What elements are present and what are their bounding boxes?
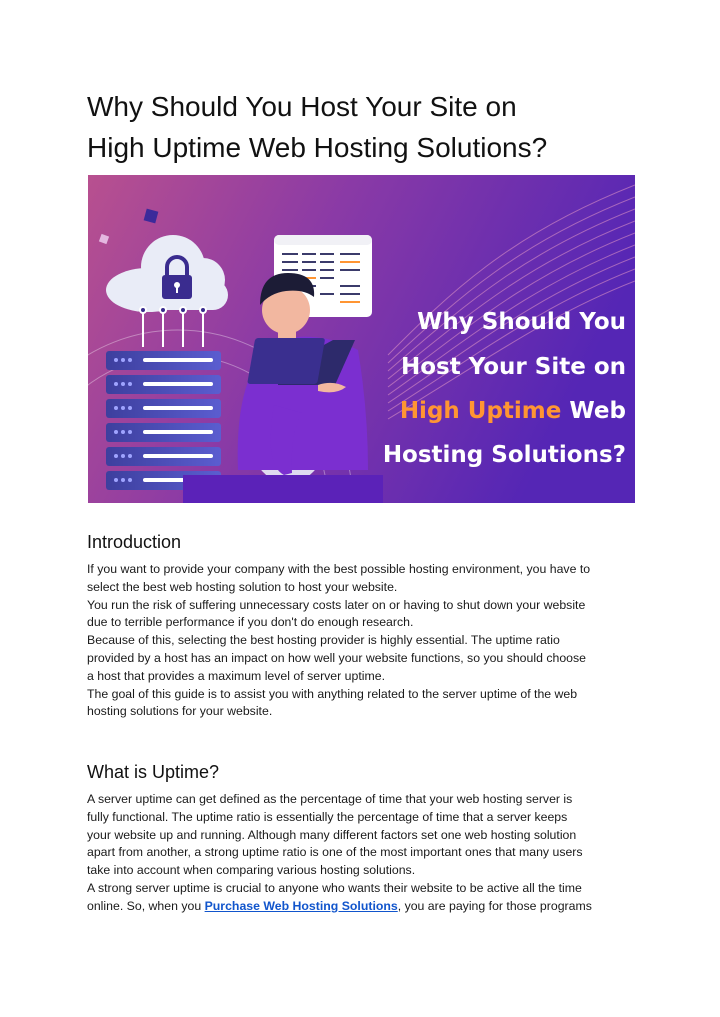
hero-headline-line-4: Hosting Solutions?	[382, 442, 626, 468]
text-line: take into account when comparing various hosting solutions.	[87, 863, 416, 878]
hero-headline-line-3-rest: Web	[561, 398, 626, 424]
page-title-line-2: High Uptime Web Hosting Solutions?	[87, 132, 548, 163]
text-line	[87, 898, 592, 916]
page-title	[87, 86, 647, 168]
text-line: hosting solutions for your website.	[87, 704, 273, 719]
text-line: A server uptime can get defined as the percentage of time that your web hosting server is	[87, 792, 573, 806]
text-segment: , you are paying for those programs	[397, 898, 592, 913]
text-line: select the best web hosting solution to host your website.	[87, 579, 398, 594]
text-line: due to terrible performance if you don't do enough research.	[87, 615, 414, 630]
introduction-paragraph	[87, 561, 590, 721]
purchase-web-hosting-link[interactable]: Purchase Web Hosting Solutions	[204, 898, 398, 913]
hero-banner-image	[88, 175, 635, 503]
hero-headline-highlight: High Uptime	[399, 398, 562, 424]
text-line: apart from another, a strong uptime ratio is one of the most important ones that many users	[87, 845, 583, 860]
text-line: The goal of this guide is to assist you with anything related to the server uptime of the web	[87, 686, 578, 701]
text-line: If you want to provide your company with the best possible hosting environment, you have to	[87, 562, 591, 576]
text-line: Because of this, selecting the best hosting provider is highly essential. The uptime ratio	[87, 633, 560, 648]
page-title-line-1: Why Should You Host Your Site on	[87, 91, 517, 122]
hero-headline-line-2: Host Your Site on	[400, 354, 626, 380]
hero-headline-line-1: Why Should You	[417, 309, 626, 335]
text-segment: online. So, when you	[87, 898, 205, 913]
text-line: You run the risk of suffering unnecessary costs later on or having to shut down your website	[87, 597, 586, 612]
hero-illustration	[88, 175, 635, 503]
uptime-paragraph	[87, 791, 592, 916]
section-heading-introduction: Introduction	[87, 532, 182, 552]
text-line: fully functional. The uptime ratio is essentially the percentage of time that a server keeps	[87, 809, 568, 824]
text-line: provided by a host has an impact on how well your website functions, so you should choose	[87, 650, 586, 665]
text-line: your website up and running. Although many different factors set one web hosting solution	[87, 827, 577, 842]
hero-headline-line-3	[400, 398, 626, 424]
section-heading-what-is-uptime: What is Uptime?	[87, 762, 220, 782]
text-line: A strong server uptime is crucial to anyone who wants their website to be active all the time	[87, 880, 582, 895]
text-line: a host that provides a maximum level of server uptime.	[87, 668, 385, 683]
